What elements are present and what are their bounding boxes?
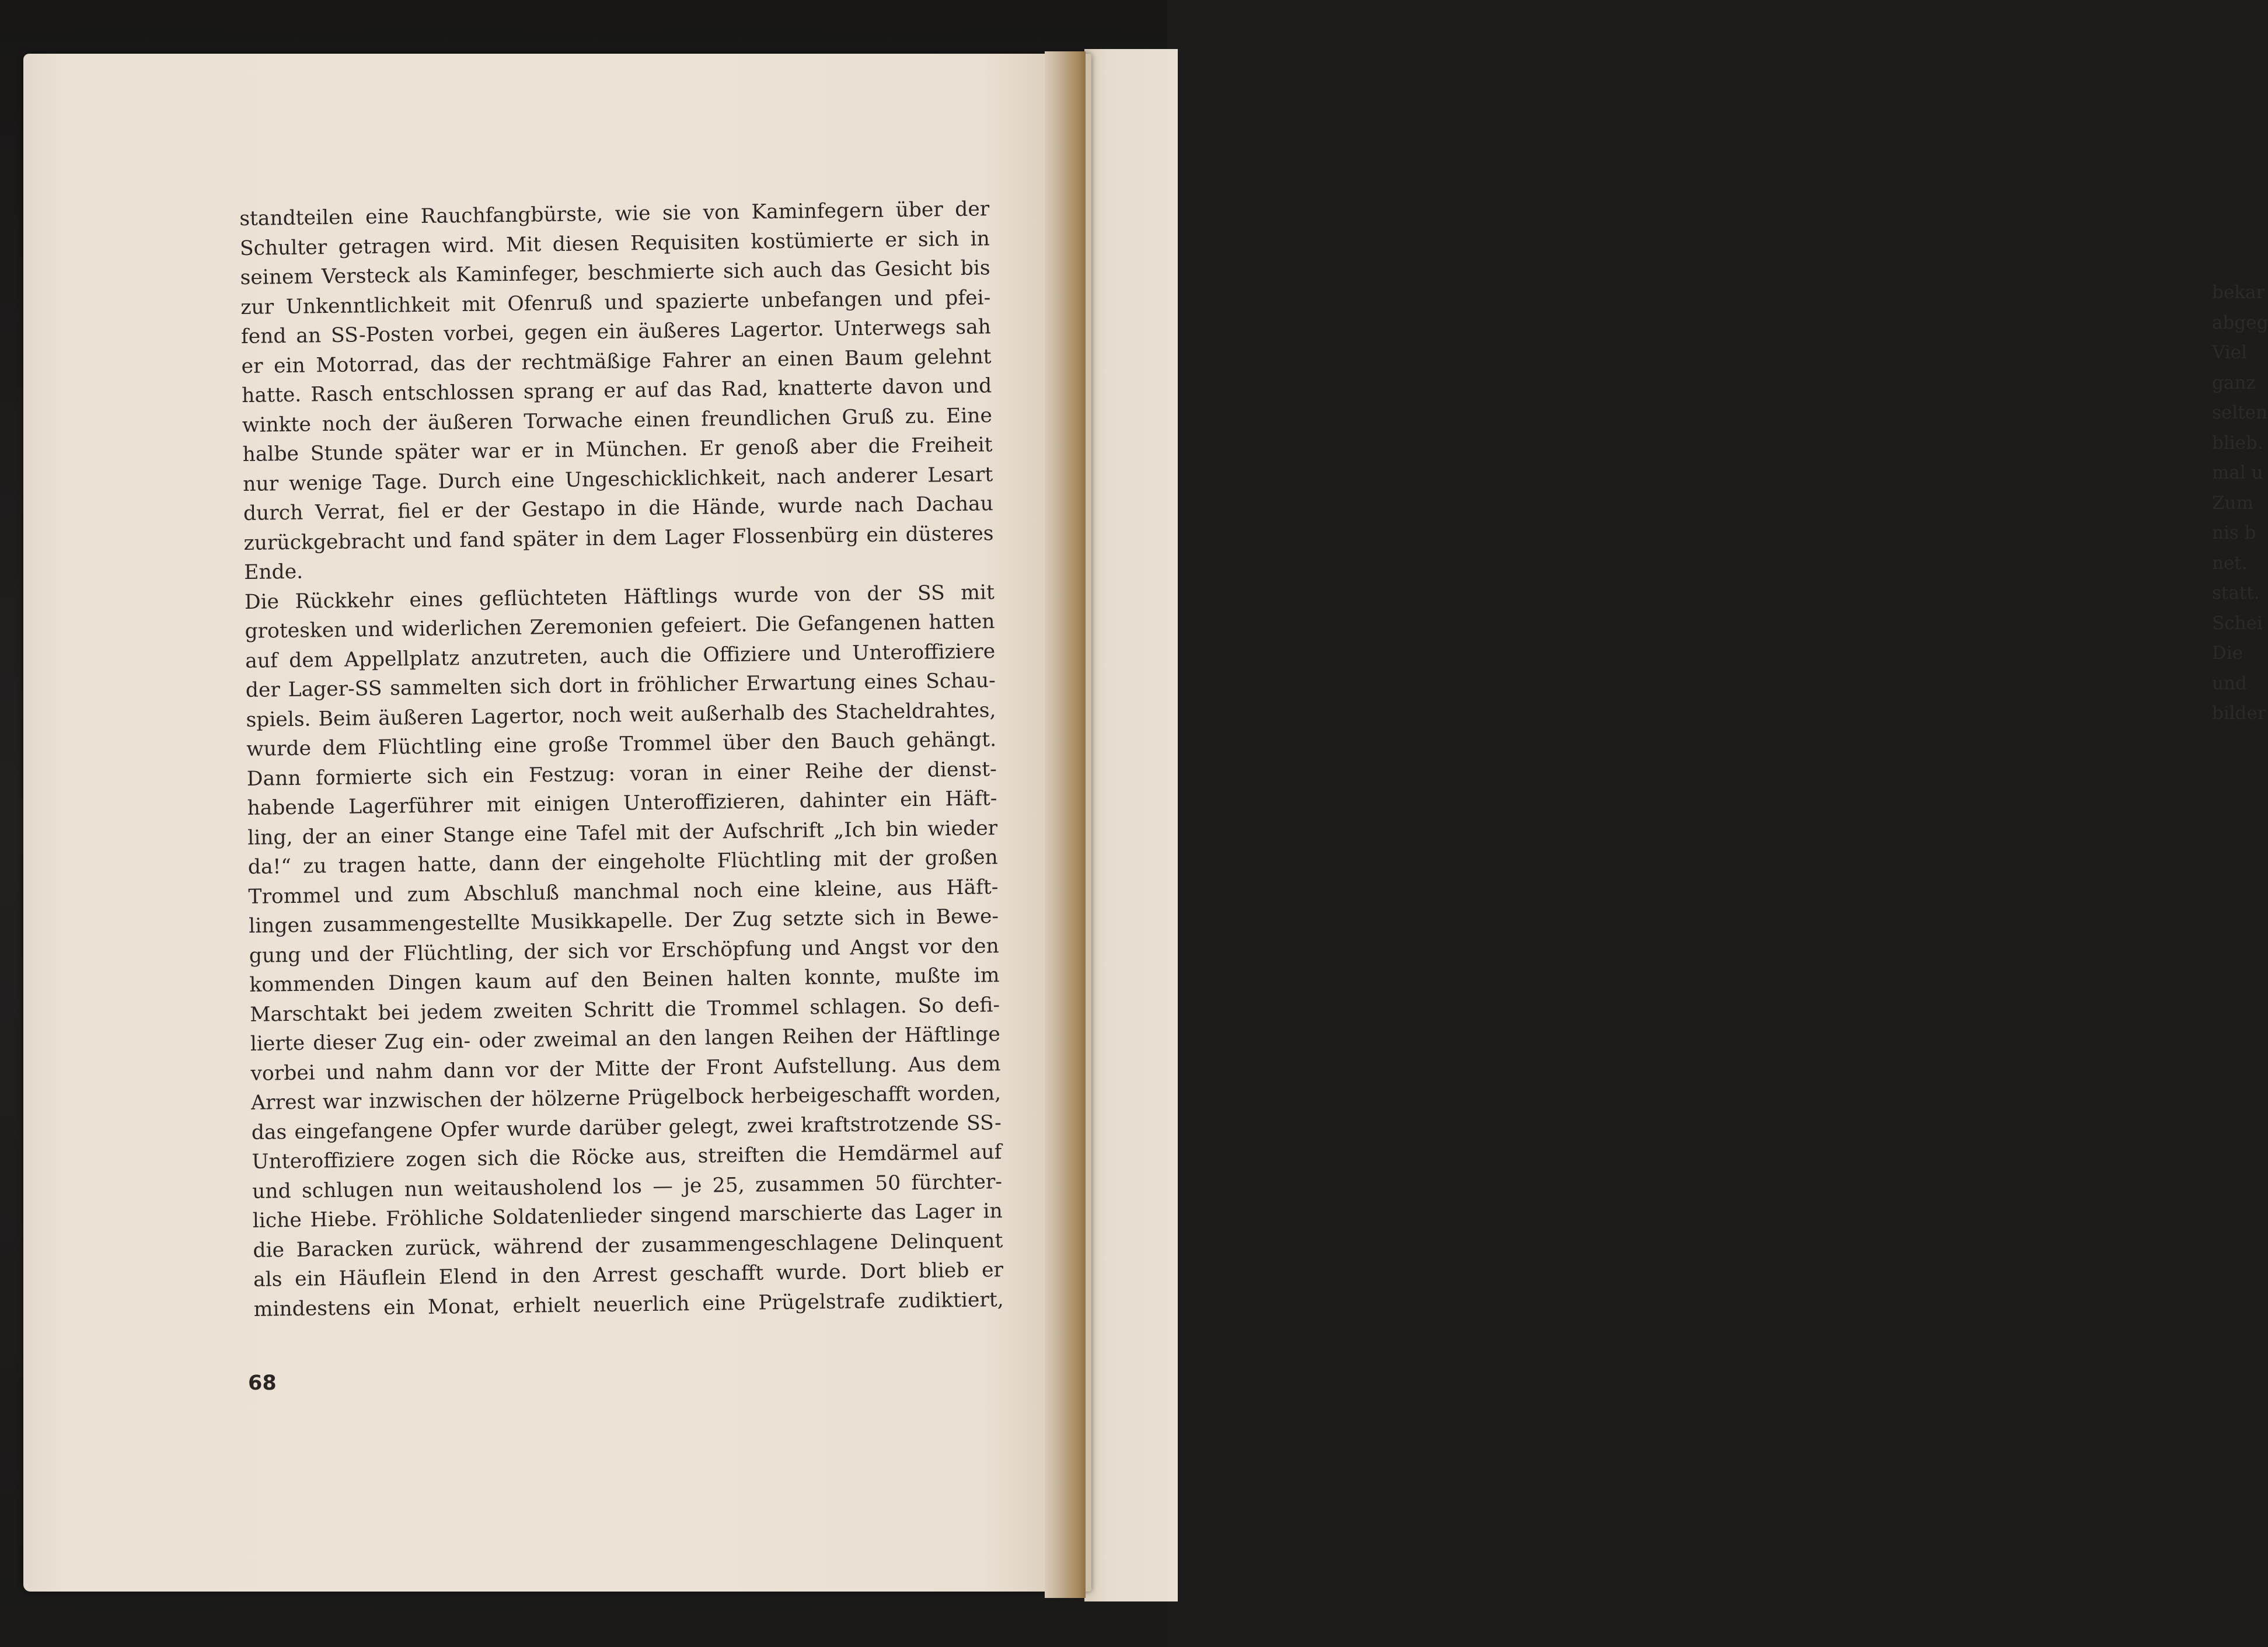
text-line: der Lager-SS sammelten sich dort in fröhlicher Erwartung eines Schau- xyxy=(245,669,996,702)
next-page-text-fragments xyxy=(2212,278,2268,729)
text-line: Marschtakt bei jedem zweiten Schritt die Trommel schlagen. So defi- xyxy=(249,993,1000,1027)
fragment-line: statt. xyxy=(2212,582,2260,603)
fragment-line: bilder xyxy=(2212,703,2266,724)
fragment-line: bekar xyxy=(2212,282,2265,303)
fragment-line: blieb. xyxy=(2212,432,2263,453)
text-line: da!“ zu tragen hatte, dann der eingeholte Flüchtling mit der großen xyxy=(247,846,999,879)
text-line: nur wenige Tage. Durch eine Ungeschicklichkeit, nach anderer Lesart xyxy=(243,462,993,496)
text-line: Dann formierte sich ein Festzug: voran in einer Reihe der dienst- xyxy=(246,757,997,791)
text-line: spiels. Beim äußeren Lagertor, noch weit außerhalb des Stacheldrahtes, xyxy=(246,698,996,732)
text-line: die Baracken zurück, während der zusammengeschlagene Delinquent xyxy=(253,1229,1003,1262)
page-number: 68 xyxy=(248,1372,277,1395)
fragment-line: und xyxy=(2212,672,2247,694)
text-line: auf dem Appellplatz anzutreten, auch die Offiziere und Unteroffiziere xyxy=(245,639,996,673)
next-page xyxy=(1084,49,2268,1601)
text-line: halbe Stunde später war er in München. Er genoß aber die Freiheit xyxy=(242,433,993,466)
text-line: ling, der an einer Stange eine Tafel mit der Aufschrift „Ich bin wieder xyxy=(247,816,998,850)
text-line: wurde dem Flüchtling eine große Trommel über den Bauch gehängt. xyxy=(246,728,997,761)
fragment-line: Die xyxy=(2212,643,2243,664)
text-line: gung und der Flüchtling, der sich vor Erschöpfung und Angst vor den xyxy=(249,934,1000,968)
text-line: das eingefangene Opfer wurde darüber gelegt, zwei kraftstrotzende SS- xyxy=(251,1111,1002,1144)
text-line: grotesken und widerlichen Zeremonien gefeiert. Die Gefangenen hatten xyxy=(245,610,995,643)
text-line: lingen zusammengestellte Musikkapelle. Der Zug setzte sich in Bewe- xyxy=(248,905,999,938)
text-line: seinem Versteck als Kaminfeger, beschmierte sich auch das Gesicht bis xyxy=(240,256,990,289)
text-line: lierte dieser Zug ein- oder zweimal an den langen Reihen der Häftlinge xyxy=(250,1023,1000,1056)
fragment-line: Viel xyxy=(2212,342,2248,363)
body-text xyxy=(239,194,1004,1324)
fragment-line: mal u xyxy=(2212,462,2263,483)
text-line: mindestens ein Monat, erhielt neuerlich eine Prügelstrafe zudiktiert, xyxy=(253,1287,1004,1321)
text-line: liche Hiebe. Fröhliche Soldatenlieder singend marschierte das Lager in xyxy=(252,1199,1003,1233)
text-line: und schlugen nun weitausholend los — je 25, zusammen 50 fürchter- xyxy=(252,1170,1003,1203)
text-line: Ende. xyxy=(243,560,303,584)
text-line: standteilen eine Rauchfangbürste, wie sie von Kaminfegern über der xyxy=(239,197,990,231)
text-line: fend an SS-Posten vorbei, gegen ein äußeres Lagertor. Unterwegs sah xyxy=(240,315,992,348)
book-gutter xyxy=(1045,51,1086,1598)
text-line: er ein Motorrad, das der rechtmäßige Fahrer an einen Baum gelehnt xyxy=(241,344,992,378)
fragment-line: nis b xyxy=(2212,522,2256,543)
fragment-line: selten xyxy=(2212,402,2267,423)
text-line: zur Unkenntlichkeit mit Ofenruß und spazierte unbefangen und pfei- xyxy=(240,285,991,319)
fragment-line: ganz xyxy=(2212,372,2256,393)
text-line: Schulter getragen wird. Mit diesen Requisiten kostümierte er sich in xyxy=(239,226,990,260)
text-line: Arrest war inzwischen der hölzerne Prügelbock herbeigeschafft worden, xyxy=(250,1081,1002,1115)
fragment-line: Schei xyxy=(2212,612,2263,634)
text-line: winkte noch der äußeren Torwache einen freundlichen Gruß zu. Eine xyxy=(242,403,993,437)
text-line: durch Verrat, fiel er der Gestapo in die Hände, wurde nach Dachau xyxy=(243,492,994,525)
text-line: Unteroffiziere zogen sich die Röcke aus, streiften die Hemdärmel auf xyxy=(252,1140,1002,1174)
text-line: zurückgebracht und fand später in dem Lager Flossenbürg ein düsteres xyxy=(243,521,994,555)
text-line: hatte. Rasch entschlossen sprang er auf das Rad, knatterte davon und xyxy=(242,374,992,407)
fragment-line: abgeg xyxy=(2212,312,2268,333)
text-line: Die Rückkehr eines geflüchteten Häftlings wurde von der SS mit xyxy=(244,580,995,614)
text-line: vorbei und nahm dann vor der Mitte der Front Aufstellung. Aus dem xyxy=(250,1052,1001,1086)
text-line: Trommel und zum Abschluß manchmal noch eine kleine, aus Häft- xyxy=(248,875,999,909)
text-line: habende Lagerführer mit einigen Unteroffizieren, dahinter ein Häft- xyxy=(247,787,997,820)
fragment-line: Zum xyxy=(2212,492,2253,514)
text-line: als ein Häuflein Elend in den Arrest geschafft wurde. Dort blieb er xyxy=(253,1258,1004,1292)
text-line: kommenden Dingen kaum auf den Beinen halten konnte, mußte im xyxy=(249,964,1000,997)
fragment-line: net. xyxy=(2212,552,2248,574)
